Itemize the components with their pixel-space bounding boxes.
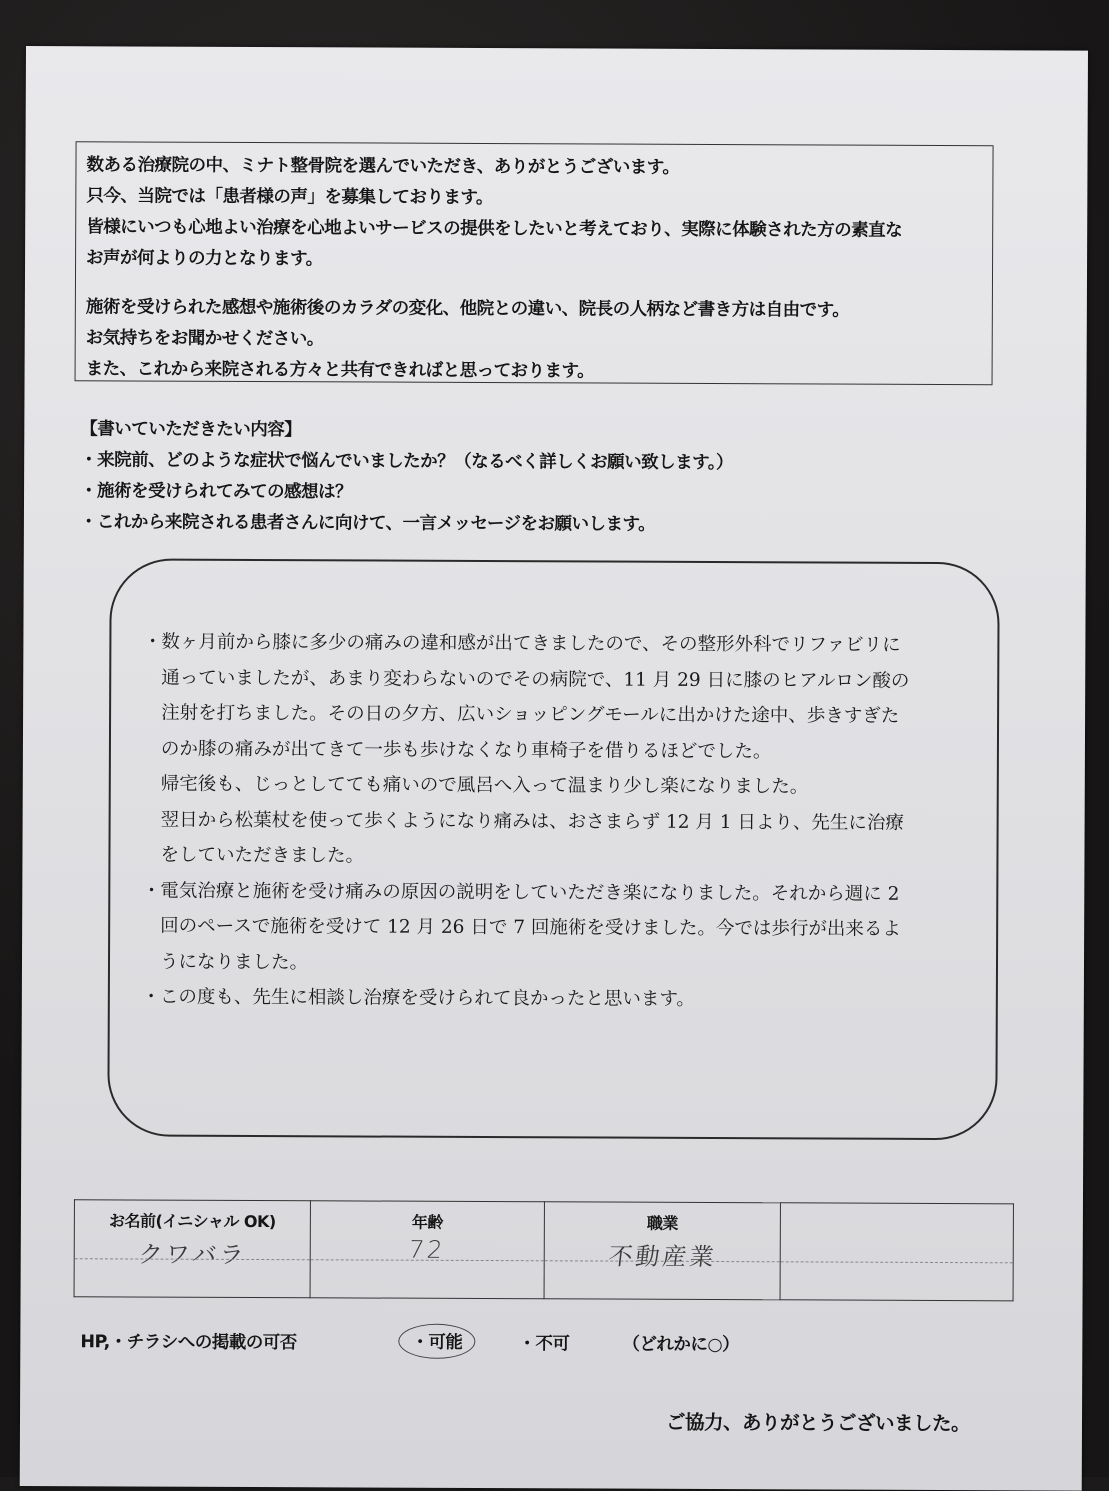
intro-line: 施術を受けられた感想や施術後のカラダの変化、他院との違い、院長の人柄など書き方は自由です。 bbox=[85, 297, 850, 321]
bullet-icon: ・ bbox=[143, 631, 162, 653]
intro-line: 皆様にいつも心地よい治療を心地よいサービスの提供をしたいと考えており、実際に体験された方の素直な bbox=[86, 217, 903, 241]
message-line: 注射を打ちました。その日の夕方、広いショッピングモールに出かけた途中、歩きすぎた bbox=[161, 702, 900, 727]
occupation-value: 不動産業 bbox=[606, 1242, 718, 1272]
guide-line bbox=[781, 1261, 1013, 1263]
extra-label bbox=[781, 1211, 1013, 1234]
name-label: お名前(イニシャル OK) bbox=[108, 1211, 276, 1232]
message-line: うになりました。 bbox=[159, 951, 309, 973]
message-line: ・電気治療と施術を受け痛みの原因の説明をしていただき楽になりました。それから週に 2 bbox=[142, 873, 972, 912]
request-item: ・来院前、どのような症状で悩んでいましたか？（なるべく詳しくお願い致します。） bbox=[80, 450, 734, 474]
age-label: 年齢 bbox=[411, 1212, 443, 1232]
request-item: ・施術を受けられてみての感想は？ bbox=[80, 481, 353, 503]
message-line: のか膝の痛みが出てきて一歩も歩けなくなり車椅子を借りるほどでした。 bbox=[160, 738, 772, 762]
message-line: ・この度も、先生に相談し治療を受けられて良かったと思います。 bbox=[142, 980, 972, 1019]
occupation-cell bbox=[544, 1202, 780, 1300]
message-line: 翌日から松葉杖を使って歩くようになり痛みは、おさまらず 12 月 1 日より、先生に治療 bbox=[160, 809, 905, 834]
name-value: クワバラ bbox=[136, 1240, 248, 1269]
testimonial-form-sheet bbox=[20, 46, 1088, 1491]
intro-line: お気持ちをお聞かせください。 bbox=[85, 328, 324, 350]
option-not-allowed: ・不可 bbox=[518, 1334, 570, 1355]
occupation-label: 職業 bbox=[646, 1213, 678, 1233]
bullet-icon: ・ bbox=[142, 880, 161, 902]
intro-line: お声が何よりの力となります。 bbox=[86, 248, 323, 270]
intro-line: また、これから来院される方々と共有できればと思っております。 bbox=[85, 359, 595, 382]
requested-content-section bbox=[80, 414, 733, 541]
intro-line: 数ある治療院の中、ミナト整骨院を選んでいただき、ありがとうございます。 bbox=[86, 155, 680, 178]
patient-info-table bbox=[74, 1199, 1014, 1301]
age-value: 72 bbox=[407, 1235, 448, 1264]
option-allowed-circled: ・可能 bbox=[398, 1324, 475, 1359]
intro-box bbox=[75, 141, 994, 385]
message-line: 帰宅後も、じっとしてても痛いので風呂へ入って温まり少し楽になりました。 bbox=[160, 773, 809, 798]
patient-message-box bbox=[107, 558, 1000, 1140]
bullet-icon: ・ bbox=[141, 986, 161, 1008]
requests-heading: 【書いていただきたい内容】 bbox=[80, 419, 302, 441]
closing-thanks: ご協力、ありがとうございました。 bbox=[665, 1410, 971, 1436]
name-cell bbox=[74, 1200, 310, 1298]
intro-line: 只今、当院では「患者様の声」を募集しております。 bbox=[86, 186, 493, 209]
extra-cell bbox=[780, 1203, 1013, 1301]
publish-label: HP,・チラシへの掲載の可否 bbox=[80, 1332, 297, 1354]
message-line: をしていただきました。 bbox=[160, 844, 365, 867]
request-item: ・これから来院される患者さんに向けて、一言メッセージをお願いします。 bbox=[79, 512, 656, 535]
patient-message bbox=[142, 625, 974, 1019]
age-cell bbox=[310, 1201, 544, 1299]
message-line: ・数ヶ月前から膝に多少の痛みの違和感が出てきましたので、その整形外科でリファビリに bbox=[143, 625, 973, 664]
circle-instruction: （どれかに○） bbox=[622, 1334, 740, 1356]
message-line: 回のペースで施術を受けて 12 月 26 日で 7 回施術を受けました。今では歩行が出来るよ bbox=[160, 915, 901, 940]
message-line: 通っていましたが、あまり変わらないのでその病院で、11 月 29 日に膝のヒアルロン酸の bbox=[161, 667, 910, 692]
